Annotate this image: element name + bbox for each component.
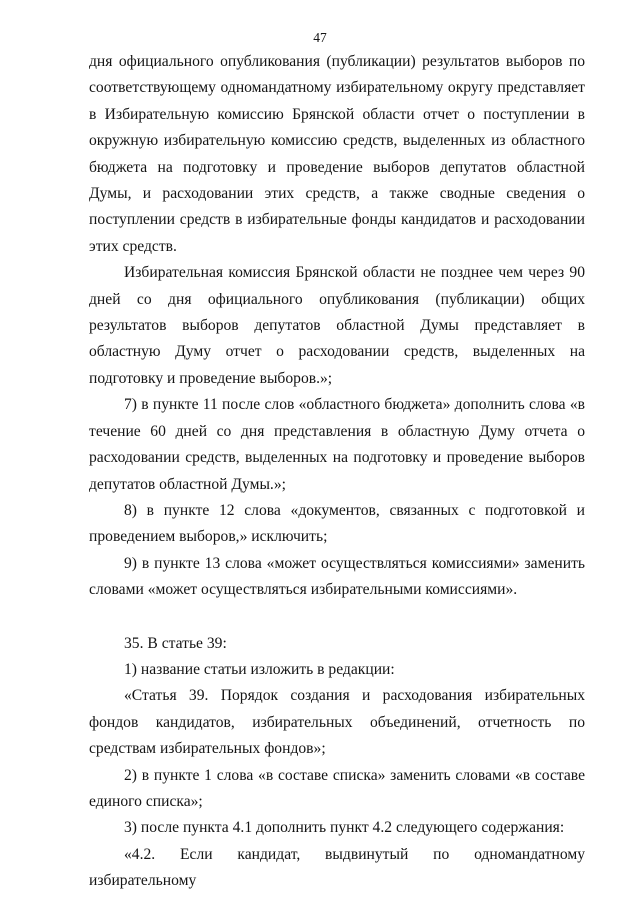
- paragraph-report-deadline: дня официального опубликования (публикации) результатов выборов по соответствующему одномандатному избирательному округу представляет в Избирательную комиссию Брянской области отчет о поступлении в окружную избирательную комиссию средств, выделенных из областного бюджета на подготовку и проведение выборов депутатов областной Думы, и расходовании этих средств, а также сводные сведения о поступлении средств в избирательные фонды кандидатов и расходовании этих средств.: [89, 53, 585, 255]
- section-heading-35: 35. В статье 39:: [124, 634, 227, 652]
- paragraph-commission-report: Избирательная комиссия Брянской области не позднее чем через 90 дней со дня официального опубликования (публикации) общих результатов выборов депутатов областной Думы представляет в областную Думу отчет о расходовании средств, выделенных на подготовку и проведение выборов.»;: [89, 264, 585, 387]
- list-item-7: 7) в пункте 11 после слов «областного бюджета» дополнить слова «в течение 60 дней со дня представления в областную Думу отчета о расходовании средств, выделенных на подготовку и проведение выборов депутатов областной Думы.»;: [89, 396, 585, 493]
- list-item-3: 3) после пункта 4.1 дополнить пункт 4.2 следующего содержания:: [124, 819, 565, 837]
- page-number: 47: [313, 30, 327, 45]
- list-item-8: 8) в пункте 12 слова «документов, связанных с подготовкой и проведением выборов,» исключить;: [89, 501, 585, 546]
- document-body: [89, 49, 585, 895]
- quote-item-4-2: «4.2. Если кандидат, выдвинутый по одномандатному избирательному: [89, 845, 585, 890]
- article-title-quote: «Статья 39. Порядок создания и расходования избирательных фондов кандидатов, избирательных объединений, отчетность по средствам избирательных фондов»;: [89, 687, 585, 758]
- list-item-1: 1) название статьи изложить в редакции:: [124, 660, 395, 678]
- list-item-2: 2) в пункте 1 слова «в составе списка» заменить словами «в составе единого списка»;: [89, 766, 585, 810]
- list-item-9: 9) в пункте 13 слова «может осуществляться комиссиями» заменить словами «может осуществляться избирательными комиссиями».: [89, 554, 585, 599]
